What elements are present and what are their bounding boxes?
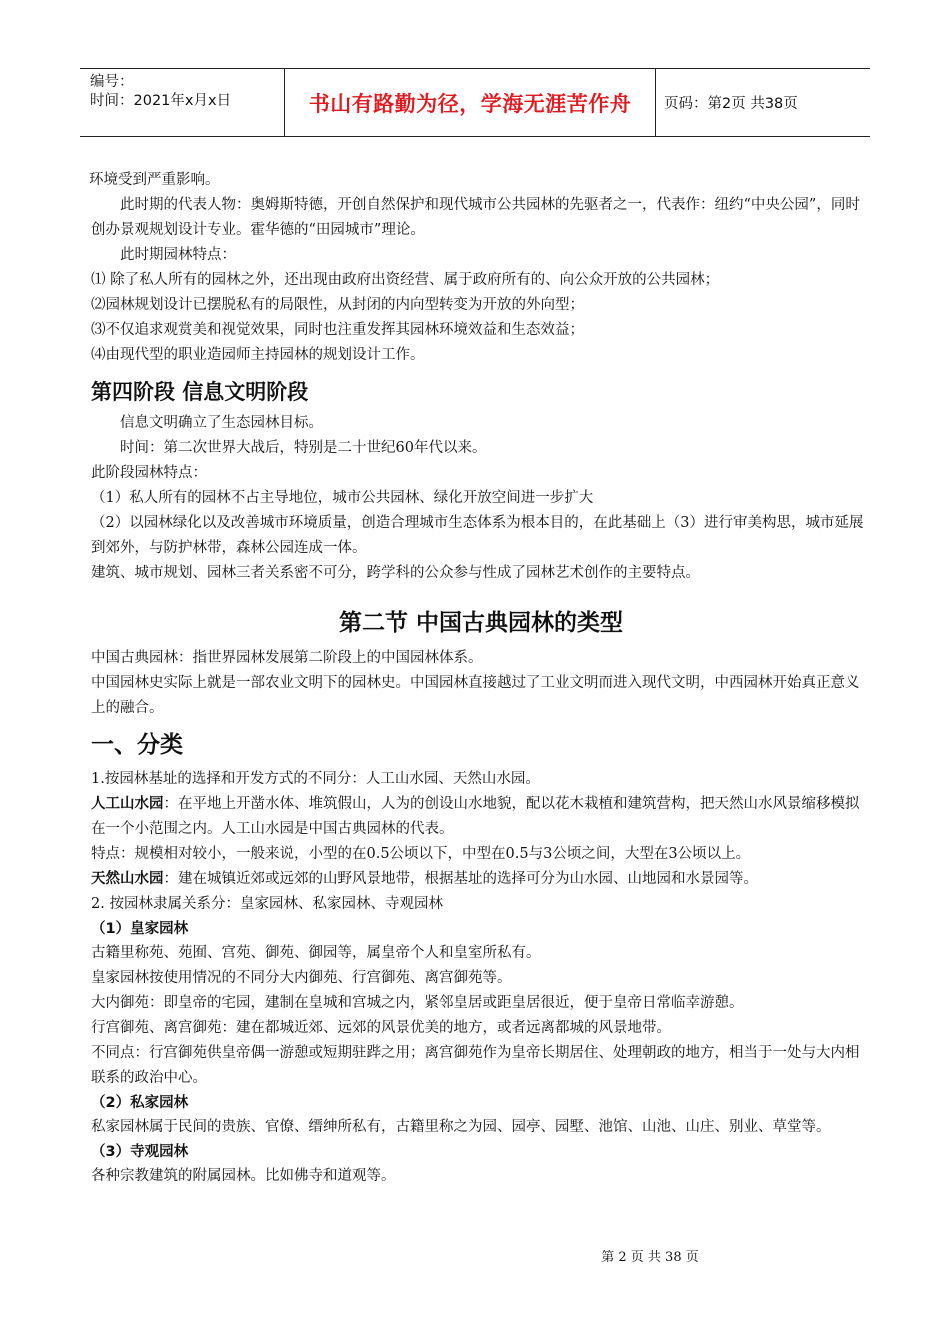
list-item: （1）私人所有的园林不占主导地位，城市公共园林、绿化开放空间进一步扩大 bbox=[91, 490, 594, 506]
page-header bbox=[80, 68, 870, 137]
list-item: ⑷由现代型的职业造园师主持园林的规划设计工作。 bbox=[91, 347, 425, 363]
paragraph: 古籍里称苑、苑囿、宫苑、御苑、御园等，属皇帝个人和皇室所私有。 bbox=[91, 945, 541, 961]
paragraph: 建筑、城市规划、园林三者关系密不可分，跨学科的公众参与性成了园林艺术创作的主要特点。 bbox=[91, 565, 700, 581]
paragraph: 不同点：行宫御苑供皇帝偶一游憩或短期驻跸之用；离宫御苑作为皇帝长期居住、处理朝政的地方，相当于一处与大内相联系的政治中心。 bbox=[91, 1045, 860, 1086]
paragraph: 1.按园林基址的选择和开发方式的不同分：人工山水园、天然山水园。 bbox=[91, 771, 540, 787]
header-meta-cell bbox=[80, 69, 285, 136]
section-heading-classification: 一、分类 bbox=[91, 732, 183, 758]
header-date: 时间：2021年x月x日 bbox=[90, 93, 232, 109]
chapter-heading: 第二节 中国古典园林的类型 bbox=[338, 610, 623, 636]
paragraph: 特点：规模相对较小，一般来说，小型的在0.5公顷以下，中型在0.5与3公顷之间，大型在3公顷以上。 bbox=[91, 846, 751, 862]
paragraph: 此阶段园林特点： bbox=[91, 465, 207, 481]
paragraph: 环境受到严重影响。 bbox=[89, 172, 220, 188]
list-item: ⑶不仅追求观赏美和视觉效果，同时也注重发挥其园林环境效益和生态效益； bbox=[91, 322, 584, 338]
paragraph: 信息文明确立了生态园林目标。 bbox=[120, 415, 323, 431]
paragraph: 行宫御苑、离宫御苑：建在都城近郊、远郊的风景优美的地方，或者远离都城的风景地带。 bbox=[91, 1020, 671, 1036]
paragraph: 时间：第二次世界大战后，特别是二十世纪60年代以来。 bbox=[120, 440, 487, 456]
paragraph: 此时期园林特点： bbox=[120, 247, 236, 263]
paragraph: 皇家园林按使用情况的不同分大内御苑、行宫御苑、离宫御苑等。 bbox=[91, 970, 512, 986]
subheading-temple: （3）寺观园林 bbox=[91, 1144, 189, 1160]
section-heading-stage4: 第四阶段 信息文明阶段 bbox=[91, 380, 309, 404]
paragraph: 2. 按园林隶属关系分：皇家园林、私家园林、寺观园林 bbox=[91, 896, 443, 912]
list-item: ⑴ 除了私人所有的园林之外，还出现由政府出资经营、属于政府所有的、向公众开放的公共园林； bbox=[91, 272, 720, 288]
paragraph: 各种宗教建筑的附属园林。比如佛寺和道观等。 bbox=[91, 1168, 396, 1184]
document-body bbox=[91, 168, 871, 1189]
term-text: ：建在城镇近郊或远郊的山野风景地带，根据基址的选择可分为山水园、山地园和水景园等。 bbox=[163, 871, 758, 887]
paragraph bbox=[91, 867, 871, 892]
subheading-private: （2）私家园林 bbox=[91, 1095, 189, 1111]
header-page-info: 页码：第2页 共38页 bbox=[664, 96, 798, 112]
paragraph: 中国园林史实际上就是一部农业文明下的园林史。中国园林直接越过了工业文明而进入现代文明，中西园林开始真正意义上的融合。 bbox=[91, 675, 860, 716]
list-item: （2）以园林绿化以及改善城市环境质量，创造合理城市生态体系为根本目的，在此基础上（3）进行审美构思，城市延展到郊外，与防护林带，森林公园连成一体。 bbox=[91, 515, 864, 556]
subheading-royal: （1）皇家园林 bbox=[91, 921, 189, 937]
term-text: ：在平地上开凿水体、堆筑假山，人为的创设山水地貌，配以花木栽植和建筑营构，把天然山水风景缩移模拟在一个小范围之内。人工山水园是中国古典园林的代表。 bbox=[91, 796, 860, 837]
paragraph: 大内御苑：即皇帝的宅园，建制在皇城和宫城之内，紧邻皇居或距皇居很近，便于皇帝日常临幸游憩。 bbox=[91, 995, 744, 1011]
term-label: 人工山水园 bbox=[91, 796, 164, 812]
paragraph: 中国古典园林：指世界园林发展第二阶段上的中国园林体系。 bbox=[91, 650, 483, 666]
page-footer: 第 2 页 共 38 页 bbox=[601, 1250, 699, 1265]
paragraph bbox=[91, 792, 871, 842]
paragraph: 私家园林属于民间的贵族、官僚、缙绅所私有，古籍里称之为园、园亭、园墅、池馆、山池、山庄、别业、草堂等。 bbox=[91, 1119, 831, 1135]
list-item: ⑵园林规划设计已摆脱私有的局限性，从封闭的内向型转变为开放的外向型； bbox=[91, 297, 584, 313]
term-label: 天然山水园 bbox=[91, 871, 164, 887]
header-motto: 书山有路勤为径，学海无涯苦作舟 bbox=[285, 69, 656, 136]
header-number: 编号： bbox=[90, 74, 134, 90]
paragraph: 此时期的代表人物：奥姆斯特德，开创自然保护和现代城市公共园林的先驱者之一，代表作：纽约“中央公园”，同时创办景观规划设计专业。霍华德的“田园城市”理论。 bbox=[91, 197, 860, 238]
